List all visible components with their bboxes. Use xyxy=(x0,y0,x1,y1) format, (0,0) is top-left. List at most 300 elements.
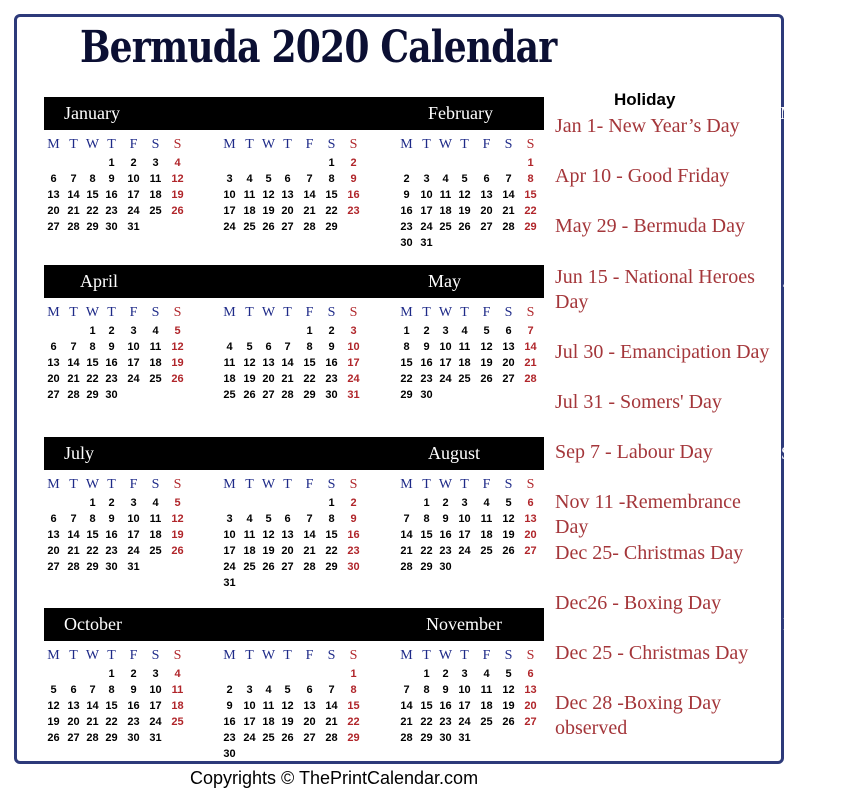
day-cell: 25 xyxy=(243,561,256,573)
day-cell: 18 xyxy=(480,700,493,712)
day-cell: 28 xyxy=(303,561,316,573)
day-cell: 19 xyxy=(262,205,275,217)
month-name: April xyxy=(80,271,118,291)
day-cell: 30 xyxy=(105,561,118,573)
weekday-header: T xyxy=(69,648,78,663)
day-cell: 10 xyxy=(127,173,140,185)
day-cell: 29 xyxy=(347,732,360,744)
weekday-header: T xyxy=(245,648,254,663)
weekday-header: W xyxy=(85,305,100,320)
day-cell: 27 xyxy=(262,389,275,401)
day-cell: 22 xyxy=(420,545,433,557)
day-cell: 9 xyxy=(130,684,137,696)
day-cell: 8 xyxy=(89,341,96,353)
day-cell: 29 xyxy=(303,389,316,401)
day-cell: 2 xyxy=(108,497,115,509)
day-cell: 30 xyxy=(400,237,413,249)
day-cell: 12 xyxy=(171,173,184,185)
day-cell: 22 xyxy=(325,545,338,557)
day-cell: 23 xyxy=(439,716,452,728)
weekday-header: S xyxy=(151,648,160,663)
day-cell: 3 xyxy=(423,173,430,185)
day-cell: 29 xyxy=(524,221,537,233)
weekday-header: S xyxy=(504,648,513,663)
day-cell: 1 xyxy=(423,668,430,680)
day-cell: 4 xyxy=(152,325,159,337)
month-header-band xyxy=(44,265,544,298)
day-cell: 10 xyxy=(149,684,162,696)
weekday-header: S xyxy=(526,305,535,320)
day-cell: 9 xyxy=(442,513,449,525)
day-cell: 20 xyxy=(480,205,493,217)
day-cell: 20 xyxy=(67,716,80,728)
weekday-header: F xyxy=(482,305,491,320)
day-cell: 11 xyxy=(171,684,184,696)
day-cell: 25 xyxy=(149,545,162,557)
day-cell: 1 xyxy=(328,497,335,509)
weekday-header: W xyxy=(85,137,100,152)
day-cell: 6 xyxy=(306,684,313,696)
weekday-header: F xyxy=(482,137,491,152)
day-cell: 1 xyxy=(89,325,96,337)
day-cell: 25 xyxy=(149,373,162,385)
day-cell: 28 xyxy=(281,389,294,401)
day-cell: 31 xyxy=(420,237,433,249)
holiday-item: Sep 7 - Labour Day xyxy=(555,441,713,463)
day-cell: 27 xyxy=(524,716,537,728)
day-cell: 7 xyxy=(89,684,96,696)
day-cell: 5 xyxy=(483,325,490,337)
day-cell: 28 xyxy=(502,221,515,233)
day-cell: 9 xyxy=(403,189,410,201)
day-cell: 20 xyxy=(47,373,60,385)
day-cell: 21 xyxy=(502,205,515,217)
month-name: June xyxy=(783,271,816,291)
weekday-header: M xyxy=(47,305,60,320)
day-cell: 2 xyxy=(350,157,357,169)
day-cell: 28 xyxy=(67,389,80,401)
day-cell: 18 xyxy=(149,529,162,541)
month-name: May xyxy=(428,271,461,291)
day-cell: 18 xyxy=(243,205,256,217)
day-cell: 30 xyxy=(127,732,140,744)
page-title: Bermuda 2020 Calendar xyxy=(80,22,557,73)
day-cell: 5 xyxy=(174,325,181,337)
day-cell: 7 xyxy=(403,684,410,696)
day-cell: 16 xyxy=(347,189,360,201)
holiday-item: Jul 30 - Emancipation Day xyxy=(555,341,770,363)
day-cell: 26 xyxy=(243,389,256,401)
day-cell: 6 xyxy=(70,684,77,696)
day-cell: 11 xyxy=(149,341,162,353)
day-cell: 11 xyxy=(223,357,236,369)
day-cell: 22 xyxy=(524,205,537,217)
day-cell: 15 xyxy=(400,357,413,369)
day-cell: 15 xyxy=(105,700,118,712)
day-cell: 16 xyxy=(105,529,118,541)
weekday-header: T xyxy=(69,477,78,492)
day-cell: 17 xyxy=(243,716,256,728)
day-cell: 12 xyxy=(262,529,275,541)
day-cell: 30 xyxy=(325,389,338,401)
day-cell: 9 xyxy=(108,173,115,185)
month-name: March xyxy=(780,103,827,123)
day-cell: 23 xyxy=(420,373,433,385)
day-cell: 31 xyxy=(149,732,162,744)
weekday-header: T xyxy=(422,648,431,663)
weekday-header: T xyxy=(283,137,292,152)
weekday-header: W xyxy=(261,648,276,663)
day-cell: 8 xyxy=(403,341,410,353)
day-cell: 26 xyxy=(262,221,275,233)
day-cell: 24 xyxy=(420,221,433,233)
day-cell: 18 xyxy=(439,205,452,217)
day-cell: 14 xyxy=(67,357,80,369)
day-cell: 6 xyxy=(483,173,490,185)
weekday-header: S xyxy=(327,305,336,320)
day-cell: 15 xyxy=(420,700,433,712)
day-cell: 19 xyxy=(502,700,515,712)
day-cell: 6 xyxy=(265,341,272,353)
day-cell: 13 xyxy=(480,189,493,201)
day-cell: 20 xyxy=(281,545,294,557)
day-cell: 26 xyxy=(480,373,493,385)
day-cell: 19 xyxy=(480,357,493,369)
weekday-header: W xyxy=(438,137,453,152)
day-cell: 21 xyxy=(524,357,537,369)
day-cell: 1 xyxy=(403,325,410,337)
day-cell: 19 xyxy=(281,716,294,728)
day-cell: 21 xyxy=(303,205,316,217)
day-cell: 30 xyxy=(105,389,118,401)
day-cell: 26 xyxy=(458,221,471,233)
day-cell: 23 xyxy=(105,545,118,557)
day-cell: 19 xyxy=(171,529,184,541)
weekday-header: S xyxy=(173,477,182,492)
day-cell: 25 xyxy=(480,716,493,728)
day-cell: 4 xyxy=(461,325,468,337)
day-cell: 1 xyxy=(423,497,430,509)
day-cell: 24 xyxy=(149,716,162,728)
day-cell: 18 xyxy=(149,189,162,201)
day-cell: 25 xyxy=(171,716,184,728)
day-cell: 22 xyxy=(420,716,433,728)
day-cell: 28 xyxy=(400,561,413,573)
day-cell: 22 xyxy=(325,205,338,217)
day-cell: 4 xyxy=(246,513,253,525)
day-cell: 27 xyxy=(67,732,80,744)
day-cell: 20 xyxy=(303,716,316,728)
weekday-header: F xyxy=(129,648,138,663)
weekday-header: M xyxy=(400,305,413,320)
day-cell: 29 xyxy=(420,561,433,573)
day-cell: 5 xyxy=(284,684,291,696)
day-cell: 13 xyxy=(281,529,294,541)
day-cell: 24 xyxy=(127,205,140,217)
day-cell: 24 xyxy=(223,221,236,233)
weekday-header: F xyxy=(305,477,314,492)
weekday-header: M xyxy=(400,477,413,492)
day-cell: 30 xyxy=(223,748,236,760)
day-cell: 24 xyxy=(127,373,140,385)
day-cell: 4 xyxy=(442,173,449,185)
day-cell: 4 xyxy=(483,497,490,509)
day-cell: 1 xyxy=(306,325,313,337)
day-cell: 23 xyxy=(347,205,360,217)
day-cell: 17 xyxy=(127,357,140,369)
holiday-item: Dec 25- Christmas Day xyxy=(555,542,744,564)
day-cell: 29 xyxy=(325,561,338,573)
day-cell: 18 xyxy=(458,357,471,369)
weekday-header: S xyxy=(151,477,160,492)
weekday-header: W xyxy=(261,477,276,492)
weekday-header: T xyxy=(422,305,431,320)
day-cell: 12 xyxy=(171,513,184,525)
weekday-header: S xyxy=(349,305,358,320)
day-cell: 16 xyxy=(223,716,236,728)
day-cell: 30 xyxy=(105,221,118,233)
day-cell: 10 xyxy=(127,341,140,353)
day-cell: 10 xyxy=(458,684,471,696)
day-cell: 25 xyxy=(458,373,471,385)
day-cell: 15 xyxy=(325,189,338,201)
day-cell: 24 xyxy=(439,373,452,385)
day-cell: 2 xyxy=(442,497,449,509)
day-cell: 11 xyxy=(149,513,162,525)
day-cell: 19 xyxy=(171,357,184,369)
day-cell: 19 xyxy=(171,189,184,201)
day-cell: 6 xyxy=(505,325,512,337)
weekday-header: T xyxy=(245,305,254,320)
day-cell: 13 xyxy=(47,529,60,541)
day-cell: 3 xyxy=(461,668,468,680)
day-cell: 13 xyxy=(524,513,537,525)
day-cell: 28 xyxy=(67,221,80,233)
weekday-header: S xyxy=(349,648,358,663)
day-cell: 23 xyxy=(105,205,118,217)
weekday-header: W xyxy=(85,477,100,492)
day-cell: 22 xyxy=(400,373,413,385)
day-cell: 7 xyxy=(70,513,77,525)
day-cell: 6 xyxy=(50,173,57,185)
day-cell: 21 xyxy=(67,373,80,385)
day-cell: 26 xyxy=(502,545,515,557)
day-cell: 6 xyxy=(527,497,534,509)
day-cell: 5 xyxy=(505,497,512,509)
weekday-header: S xyxy=(526,477,535,492)
day-cell: 28 xyxy=(303,221,316,233)
day-cell: 8 xyxy=(89,173,96,185)
day-cell: 4 xyxy=(174,157,181,169)
day-cell: 11 xyxy=(262,700,275,712)
day-cell: 30 xyxy=(420,389,433,401)
day-cell: 2 xyxy=(423,325,430,337)
day-cell: 3 xyxy=(246,684,253,696)
weekday-header: T xyxy=(422,477,431,492)
day-cell: 22 xyxy=(86,205,99,217)
weekday-header: S xyxy=(327,137,336,152)
day-cell: 15 xyxy=(303,357,316,369)
day-cell: 25 xyxy=(223,389,236,401)
day-cell: 23 xyxy=(325,373,338,385)
day-cell: 13 xyxy=(303,700,316,712)
day-cell: 8 xyxy=(306,341,313,353)
day-cell: 4 xyxy=(265,684,272,696)
holiday-heading: Holiday xyxy=(614,90,676,109)
day-cell: 25 xyxy=(480,545,493,557)
day-cell: 2 xyxy=(130,668,137,680)
day-cell: 27 xyxy=(303,732,316,744)
day-cell: 6 xyxy=(284,513,291,525)
day-cell: 25 xyxy=(439,221,452,233)
weekday-header: S xyxy=(173,305,182,320)
day-cell: 13 xyxy=(47,357,60,369)
day-cell: 13 xyxy=(262,357,275,369)
weekday-header: T xyxy=(460,477,469,492)
holiday-item: Day xyxy=(555,516,589,538)
day-cell: 22 xyxy=(303,373,316,385)
month-name: January xyxy=(64,103,120,123)
weekday-header: T xyxy=(283,305,292,320)
weekday-header: S xyxy=(327,477,336,492)
day-cell: 13 xyxy=(524,684,537,696)
day-cell: 17 xyxy=(223,545,236,557)
day-cell: 15 xyxy=(524,189,537,201)
day-cell: 11 xyxy=(480,684,493,696)
day-cell: 19 xyxy=(243,373,256,385)
day-cell: 26 xyxy=(171,545,184,557)
day-cell: 26 xyxy=(262,561,275,573)
day-cell: 5 xyxy=(50,684,57,696)
weekday-header: T xyxy=(69,137,78,152)
weekday-header: T xyxy=(283,648,292,663)
weekday-header: M xyxy=(47,137,60,152)
day-cell: 27 xyxy=(47,561,60,573)
weekday-header: F xyxy=(305,648,314,663)
day-cell: 2 xyxy=(350,497,357,509)
day-cell: 4 xyxy=(152,497,159,509)
weekday-header: T xyxy=(69,305,78,320)
day-cell: 7 xyxy=(527,325,534,337)
day-cell: 7 xyxy=(70,173,77,185)
day-cell: 17 xyxy=(420,205,433,217)
day-cell: 29 xyxy=(420,732,433,744)
day-cell: 11 xyxy=(243,529,256,541)
day-cell: 8 xyxy=(527,173,534,185)
weekday-header: F xyxy=(305,137,314,152)
day-cell: 14 xyxy=(325,700,338,712)
day-cell: 4 xyxy=(483,668,490,680)
holiday-item: Apr 10 - Good Friday xyxy=(555,165,730,187)
day-cell: 12 xyxy=(281,700,294,712)
day-cell: 31 xyxy=(127,561,140,573)
weekday-header: S xyxy=(349,477,358,492)
day-cell: 27 xyxy=(47,389,60,401)
day-cell: 8 xyxy=(350,684,357,696)
day-cell: 24 xyxy=(458,545,471,557)
day-cell: 19 xyxy=(458,205,471,217)
day-cell: 12 xyxy=(480,341,493,353)
day-cell: 17 xyxy=(439,357,452,369)
day-cell: 19 xyxy=(262,545,275,557)
day-cell: 13 xyxy=(47,189,60,201)
day-cell: 7 xyxy=(403,513,410,525)
day-cell: 11 xyxy=(149,173,162,185)
day-cell: 11 xyxy=(243,189,256,201)
weekday-header: M xyxy=(223,137,236,152)
day-cell: 8 xyxy=(423,513,430,525)
day-cell: 6 xyxy=(50,341,57,353)
weekday-header: S xyxy=(151,305,160,320)
weekday-header: T xyxy=(422,137,431,152)
copyright-text: Copyrights © ThePrintCalendar.com xyxy=(190,768,479,788)
day-cell: 7 xyxy=(70,341,77,353)
day-cell: 1 xyxy=(89,497,96,509)
weekday-header: T xyxy=(107,648,116,663)
day-cell: 17 xyxy=(223,205,236,217)
day-cell: 23 xyxy=(400,221,413,233)
weekday-header: M xyxy=(400,137,413,152)
day-cell: 14 xyxy=(524,341,537,353)
day-cell: 3 xyxy=(152,157,159,169)
holiday-item: Jan 1- New Year’s Day xyxy=(555,115,740,137)
holiday-item: Dec 25 - Christmas Day xyxy=(555,642,749,664)
day-cell: 28 xyxy=(325,732,338,744)
day-cell: 20 xyxy=(524,700,537,712)
day-cell: 6 xyxy=(527,668,534,680)
holiday-item: Dec 28 -Boxing Day xyxy=(555,692,722,714)
day-cell: 1 xyxy=(350,668,357,680)
day-cell: 2 xyxy=(108,325,115,337)
day-cell: 18 xyxy=(149,357,162,369)
day-cell: 23 xyxy=(223,732,236,744)
weekday-header: S xyxy=(349,137,358,152)
day-cell: 16 xyxy=(105,357,118,369)
day-cell: 11 xyxy=(458,341,471,353)
day-cell: 14 xyxy=(400,700,413,712)
day-cell: 20 xyxy=(524,529,537,541)
day-cell: 3 xyxy=(130,497,137,509)
day-cell: 10 xyxy=(347,341,360,353)
day-cell: 20 xyxy=(281,205,294,217)
day-cell: 22 xyxy=(347,716,360,728)
day-cell: 12 xyxy=(47,700,60,712)
day-cell: 12 xyxy=(262,189,275,201)
day-cell: 30 xyxy=(439,561,452,573)
day-cell: 12 xyxy=(458,189,471,201)
day-cell: 17 xyxy=(127,189,140,201)
weekday-header: T xyxy=(107,477,116,492)
weekday-header: W xyxy=(261,137,276,152)
day-cell: 10 xyxy=(458,513,471,525)
day-cell: 3 xyxy=(226,513,233,525)
day-cell: 23 xyxy=(347,545,360,557)
day-cell: 13 xyxy=(67,700,80,712)
day-cell: 15 xyxy=(420,529,433,541)
day-cell: 15 xyxy=(325,529,338,541)
day-cell: 18 xyxy=(171,700,184,712)
weekday-header: F xyxy=(129,137,138,152)
day-cell: 18 xyxy=(480,529,493,541)
weekday-header: S xyxy=(151,137,160,152)
day-cell: 12 xyxy=(502,513,515,525)
day-cell: 1 xyxy=(527,157,534,169)
holiday-item: Day xyxy=(555,291,589,313)
day-cell: 21 xyxy=(400,716,413,728)
day-cell: 27 xyxy=(281,561,294,573)
day-cell: 14 xyxy=(67,529,80,541)
day-cell: 16 xyxy=(347,529,360,541)
